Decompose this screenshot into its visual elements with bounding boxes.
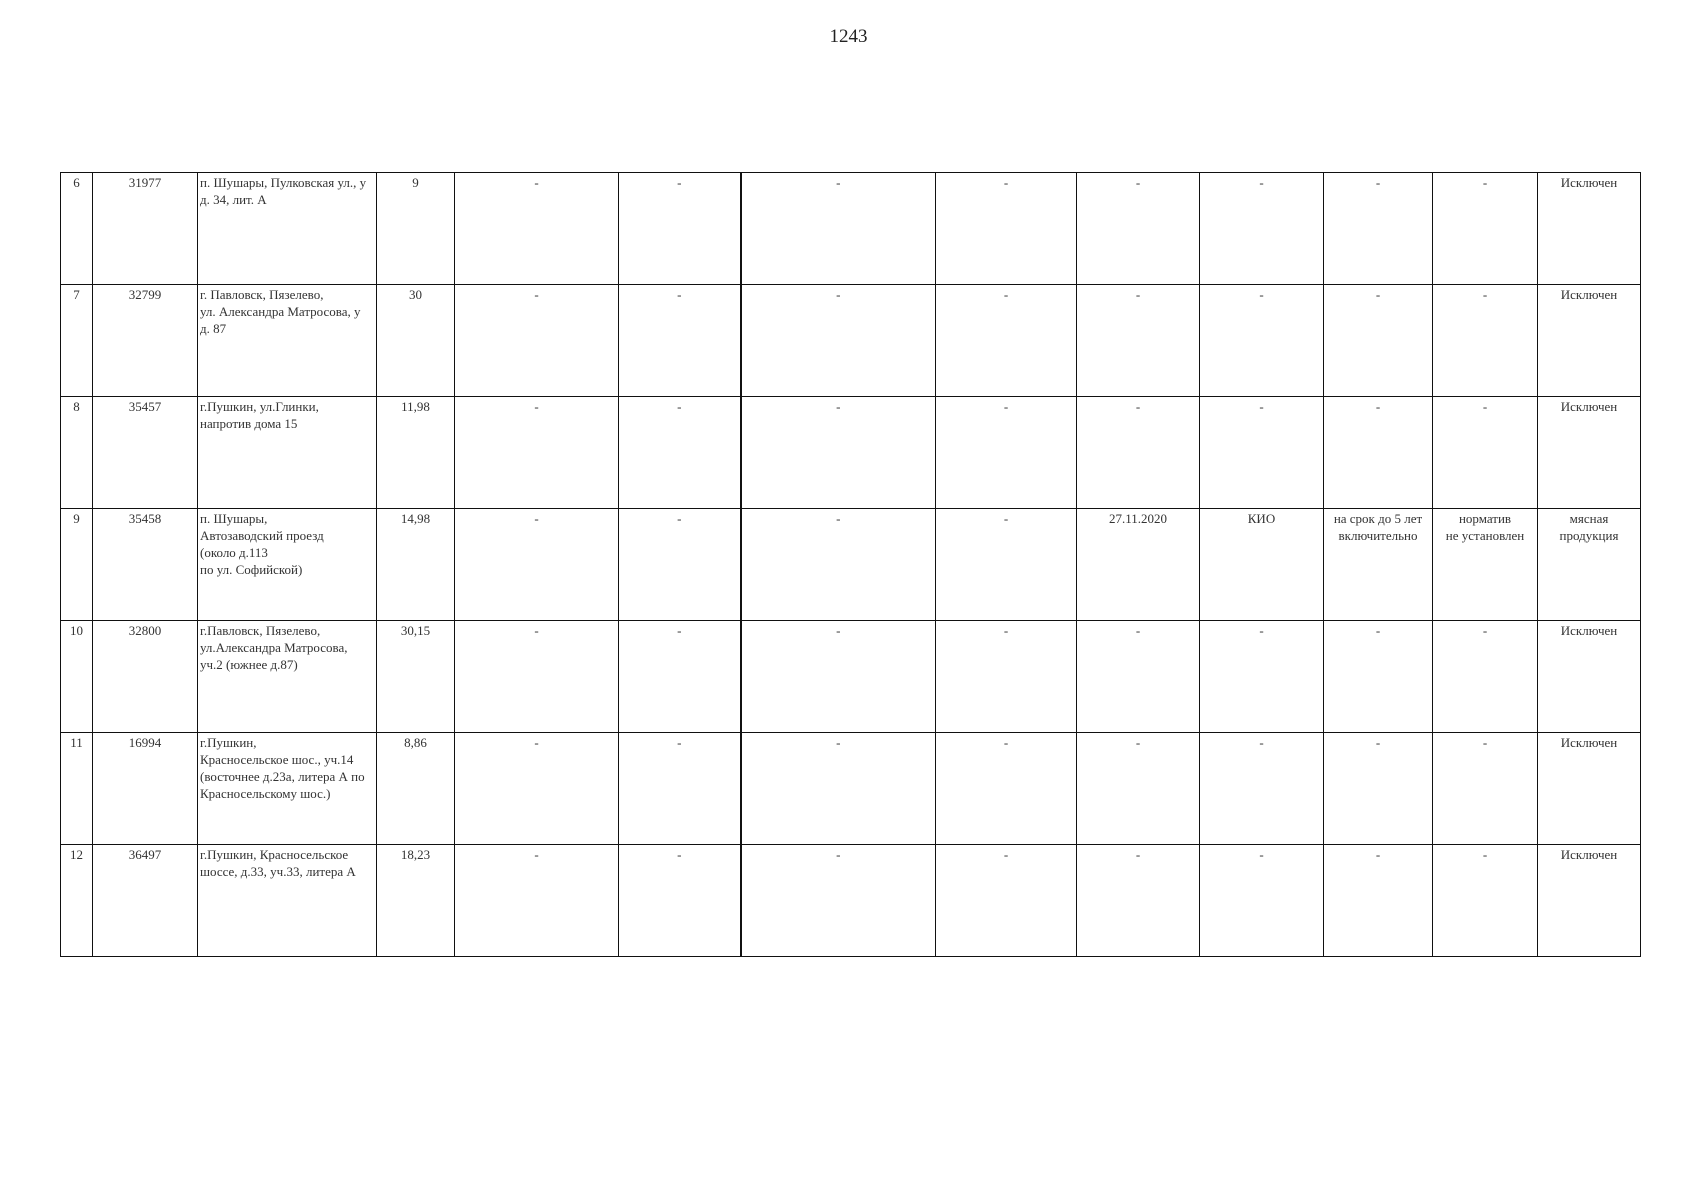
cell-term: - [1324, 845, 1433, 957]
cell-col8: - [936, 845, 1077, 957]
cell-date: - [1077, 285, 1200, 397]
cell-row-number: 6 [61, 173, 93, 285]
table-body [61, 173, 1641, 957]
cell-registry-id: 32800 [93, 621, 198, 733]
cell-term: - [1324, 733, 1433, 845]
cell-authority: - [1200, 733, 1324, 845]
cell-text-line: п. Шушары, [200, 511, 268, 526]
cell-term [1324, 509, 1433, 621]
cell-col8: - [936, 397, 1077, 509]
cell-row-number: 12 [61, 845, 93, 957]
cell-text-line: ул. Александра Матросова, у [200, 304, 361, 319]
cell-address [198, 733, 377, 845]
cell-text-line: г.Пушкин, [200, 735, 257, 750]
cell-text-line: шоссе, д.33, уч.33, литера А [200, 864, 356, 879]
cell-row-number: 8 [61, 397, 93, 509]
cell-col6: - [619, 509, 741, 621]
table-row [61, 509, 1641, 621]
table-row [61, 845, 1641, 957]
cell-text-line: ул.Александра Матросова, [200, 640, 348, 655]
cell-registry-id: 16994 [93, 733, 198, 845]
cell-authority: - [1200, 621, 1324, 733]
cell-text-line: г.Пушкин, ул.Глинки, [200, 399, 319, 414]
cell-col5: - [455, 509, 619, 621]
cell-status [1538, 845, 1641, 957]
cell-norm: - [1433, 397, 1538, 509]
table-row [61, 397, 1641, 509]
cell-authority: КИО [1200, 509, 1324, 621]
cell-col7: - [741, 173, 936, 285]
cell-area: 11,98 [377, 397, 455, 509]
cell-status [1538, 509, 1641, 621]
cell-norm: - [1433, 733, 1538, 845]
cell-address [198, 621, 377, 733]
cell-col7: - [741, 285, 936, 397]
cell-status [1538, 173, 1641, 285]
cell-date: 27.11.2020 [1077, 509, 1200, 621]
cell-col7: - [741, 509, 936, 621]
cell-area: 9 [377, 173, 455, 285]
cell-term: - [1324, 173, 1433, 285]
table-row [61, 733, 1641, 845]
cell-text-line: Исключен [1560, 287, 1618, 302]
cell-address [198, 285, 377, 397]
cell-col7: - [741, 621, 936, 733]
cell-text-line: (около д.113 [200, 545, 268, 560]
cell-col7: - [741, 397, 936, 509]
cell-text-line: мясная [1569, 511, 1609, 526]
cell-registry-id: 35457 [93, 397, 198, 509]
cell-address [198, 845, 377, 957]
cell-text-line: д. 87 [200, 321, 227, 336]
cell-norm: - [1433, 845, 1538, 957]
cell-registry-id: 36497 [93, 845, 198, 957]
cell-col5: - [455, 173, 619, 285]
cell-term: - [1324, 397, 1433, 509]
table-row [61, 285, 1641, 397]
table-row [61, 173, 1641, 285]
cell-authority: - [1200, 397, 1324, 509]
cell-text-line: Исключен [1560, 399, 1618, 414]
cell-norm: - [1433, 621, 1538, 733]
cell-authority: - [1200, 845, 1324, 957]
cell-text-line: уч.2 (южнее д.87) [200, 657, 298, 672]
cell-col7: - [741, 845, 936, 957]
cell-address [198, 173, 377, 285]
cell-text-line: (восточнее д.23а, литера А по [200, 769, 365, 784]
cell-text-line: Красносельскому шос.) [200, 786, 331, 801]
cell-col6: - [619, 285, 741, 397]
cell-text-line: Исключен [1560, 623, 1618, 638]
cell-norm [1433, 509, 1538, 621]
cell-col6: - [619, 845, 741, 957]
cell-area: 30,15 [377, 621, 455, 733]
cell-text-line: д. 34, лит. А [200, 192, 267, 207]
cell-text-line: Красносельское шос., уч.14 [200, 752, 354, 767]
cell-status [1538, 285, 1641, 397]
cell-text-line: Исключен [1560, 847, 1618, 862]
cell-date: - [1077, 845, 1200, 957]
cell-col6: - [619, 397, 741, 509]
cell-text-line: продукция [1559, 528, 1619, 543]
page-number: 1243 [829, 26, 868, 47]
cell-col7: - [741, 733, 936, 845]
table-row [61, 621, 1641, 733]
cell-registry-id: 32799 [93, 285, 198, 397]
cell-text-line: г. Павловск, Пязелево, [200, 287, 324, 302]
cell-text-line: по ул. Софийской) [200, 562, 303, 577]
cell-authority: - [1200, 285, 1324, 397]
cell-col8: - [936, 173, 1077, 285]
cell-term: - [1324, 621, 1433, 733]
cell-col5: - [455, 285, 619, 397]
cell-text-line: Автозаводский проезд [200, 528, 324, 543]
cell-col5: - [455, 621, 619, 733]
cell-text-line: включительно [1338, 528, 1418, 543]
cell-col8: - [936, 733, 1077, 845]
cell-text-line: п. Шушары, Пулковская ул., у [200, 175, 367, 190]
cell-text-line: напротив дома 15 [200, 416, 298, 431]
cell-date: - [1077, 173, 1200, 285]
cell-row-number: 11 [61, 733, 93, 845]
cell-status [1538, 733, 1641, 845]
cell-row-number: 9 [61, 509, 93, 621]
cell-text-line: Исключен [1560, 175, 1618, 190]
cell-col8: - [936, 621, 1077, 733]
cell-term: - [1324, 285, 1433, 397]
cell-area: 8,86 [377, 733, 455, 845]
cell-row-number: 10 [61, 621, 93, 733]
cell-area: 30 [377, 285, 455, 397]
cell-area: 14,98 [377, 509, 455, 621]
cell-col6: - [619, 173, 741, 285]
cell-col8: - [936, 285, 1077, 397]
cell-col6: - [619, 621, 741, 733]
cell-text-line: г.Павловск, Пязелево, [200, 623, 321, 638]
cell-date: - [1077, 397, 1200, 509]
cell-text-line: Исключен [1560, 735, 1618, 750]
cell-status [1538, 397, 1641, 509]
cell-col5: - [455, 845, 619, 957]
cell-text-line: г.Пушкин, Красносельское [200, 847, 349, 862]
cell-area: 18,23 [377, 845, 455, 957]
cell-date: - [1077, 621, 1200, 733]
cell-norm: - [1433, 285, 1538, 397]
cell-registry-id: 31977 [93, 173, 198, 285]
cell-col6: - [619, 733, 741, 845]
cell-registry-id: 35458 [93, 509, 198, 621]
cell-text-line: не установлен [1445, 528, 1525, 543]
cell-address [198, 509, 377, 621]
cell-authority: - [1200, 173, 1324, 285]
cell-text-line: на срок до 5 лет [1333, 511, 1423, 526]
cell-norm: - [1433, 173, 1538, 285]
cell-col5: - [455, 397, 619, 509]
cell-date: - [1077, 733, 1200, 845]
cell-row-number: 7 [61, 285, 93, 397]
cell-address [198, 397, 377, 509]
cell-status [1538, 621, 1641, 733]
cell-col5: - [455, 733, 619, 845]
registry-table [60, 172, 1641, 957]
cell-col8: - [936, 509, 1077, 621]
cell-text-line: норматив [1458, 511, 1512, 526]
